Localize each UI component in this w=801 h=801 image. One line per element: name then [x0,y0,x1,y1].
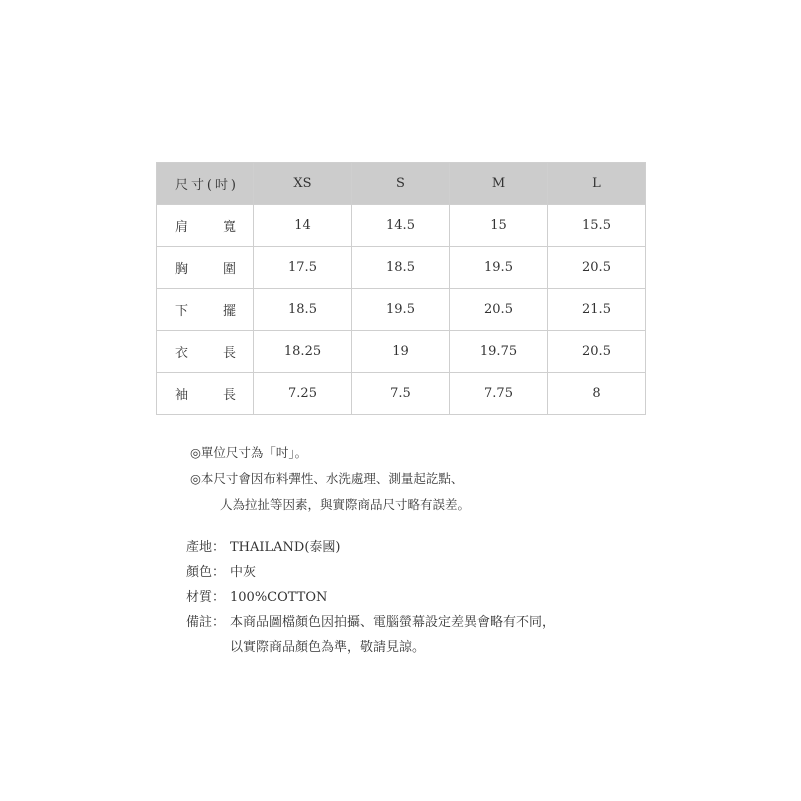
spec-origin [186,535,555,560]
row-label-length: 衣長 [157,331,254,373]
origin-value: THAILAND(泰國) [230,540,341,555]
table-cell: 14 [254,205,352,247]
remark-label: 備註： [186,615,226,630]
table-cell: 21.5 [548,289,646,331]
table-cell: 7.5 [352,373,450,415]
origin-label: 產地： [186,540,226,555]
table-cell: 19.5 [352,289,450,331]
table-cell: 18.5 [352,247,450,289]
size-header-s: S [352,163,450,205]
size-header-m: M [450,163,548,205]
table-row [157,289,646,331]
size-header-l: L [548,163,646,205]
row-label-sleeve: 袖長 [157,373,254,415]
material-label: 材質： [186,590,226,605]
table-row [157,205,646,247]
table-cell: 17.5 [254,247,352,289]
size-table [156,162,646,415]
remark-value: 本商品圖檔顏色因拍攝、電腦螢幕設定差異會略有不同， [230,615,556,630]
table-cell: 20.5 [548,247,646,289]
table-cell: 14.5 [352,205,450,247]
table-row [157,247,646,289]
row-label-chest: 胸圍 [157,247,254,289]
size-header-xs: XS [254,163,352,205]
table-cell: 19.5 [450,247,548,289]
size-header-row [157,163,646,205]
table-cell: 15 [450,205,548,247]
spec-color [186,560,555,585]
table-row [157,373,646,415]
material-value: 100%COTTON [230,590,328,605]
note-tolerance-cont: 人為拉扯等因素，與實際商品尺寸略有誤差。 [220,497,471,512]
table-cell: 15.5 [548,205,646,247]
remark-value-cont: 以實際商品顏色為準，敬請見諒。 [230,640,426,655]
table-cell: 7.75 [450,373,548,415]
table-corner-label: 尺寸(吋) [157,163,254,205]
table-cell: 18.5 [254,289,352,331]
table-cell: 20.5 [548,331,646,373]
table-row [157,331,646,373]
table-cell: 18.25 [254,331,352,373]
table-cell: 19 [352,331,450,373]
table-cell: 19.75 [450,331,548,373]
note-unit: ◎單位尺寸為「吋」。 [190,445,308,460]
size-notes [190,440,470,518]
note-tolerance: ◎本尺寸會因布料彈性、水洗處理、測量起訖點、 [190,471,464,486]
spec-remark [186,610,555,635]
table-cell: 8 [548,373,646,415]
table-cell: 20.5 [450,289,548,331]
row-label-hem: 下擺 [157,289,254,331]
table-cell: 7.25 [254,373,352,415]
color-value: 中灰 [230,565,257,580]
color-label: 顏色： [186,565,226,580]
row-label-shoulder: 肩寬 [157,205,254,247]
spec-material [186,585,555,610]
product-specs [186,535,555,660]
